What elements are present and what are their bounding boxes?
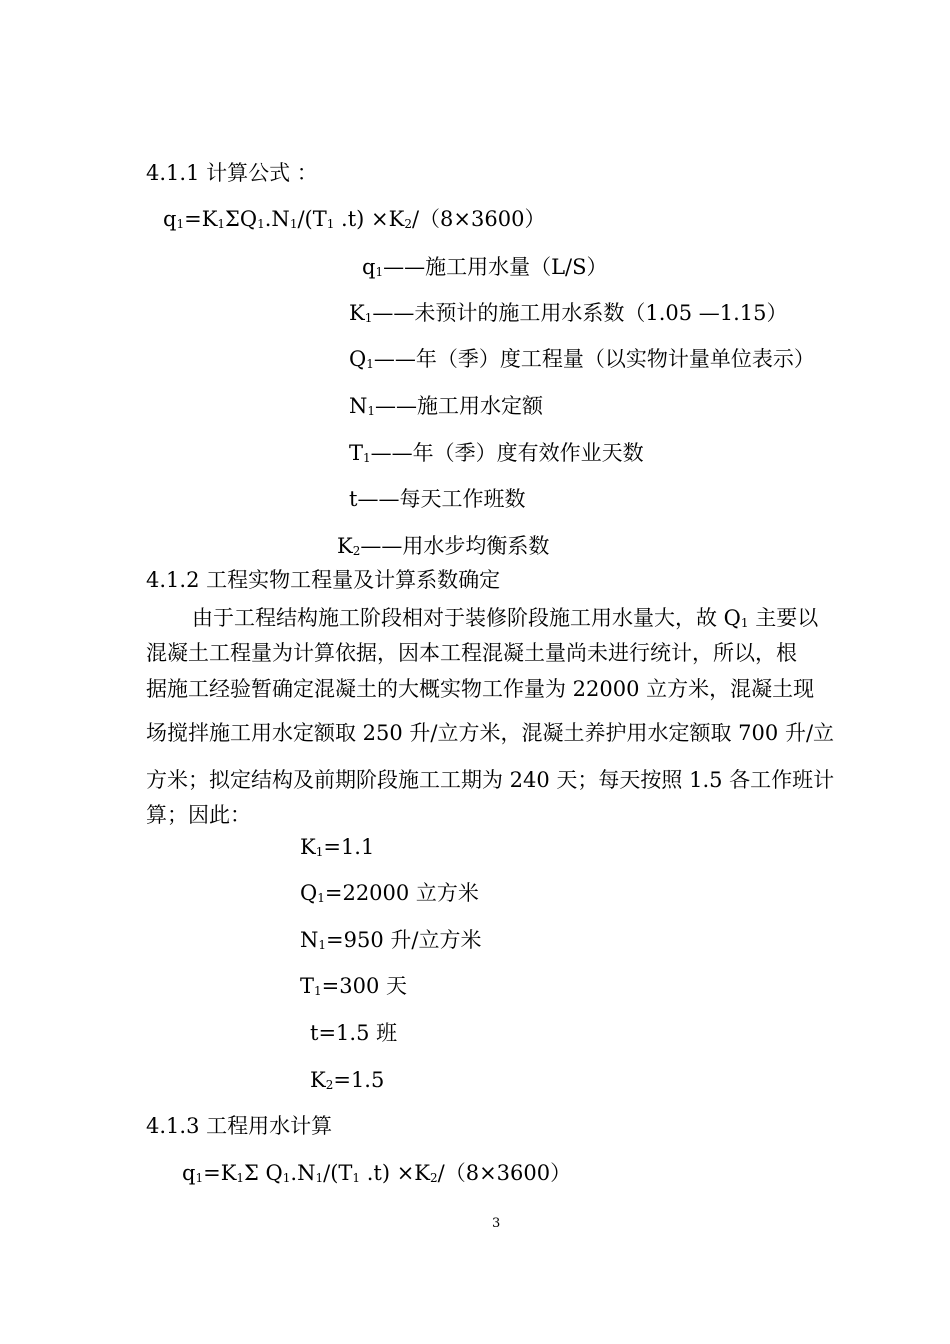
definition-t1: $T_1——$年（季）度有效作业天数	[349, 441, 644, 465]
formula-q1: $q_1=K_1\Sigma Q_1.N_1/(T_1$ $.t) \times K_2/(8\times 3600)$	[163, 207, 546, 231]
value-n1: $N_1=950$ 升/立方米	[300, 928, 482, 952]
paragraph-line-3: 据施工经验暂确定混凝土的大概实物工作量为 22000 立方米，混凝土现	[146, 677, 815, 701]
definition-q1-volume: $Q_1——$年（季）度工程量（以实物计量单位表示）	[349, 347, 815, 371]
value-t: t=1.5 班	[310, 1021, 398, 1045]
heading-4-1-3: 4.1.3 工程用水计算	[146, 1114, 333, 1138]
paragraph-line-6: 算；因此：	[146, 803, 251, 827]
value-k2: $K_2=1.5$	[310, 1068, 385, 1092]
definition-k1: $K_1——$未预计的施工用水系数（1.05 —1.15）	[349, 301, 788, 325]
paragraph-line-1: 由于工程结构施工阶段相对于装修阶段施工用水量大，故 $Q_1$ 主要以	[192, 606, 819, 630]
value-q1: $Q_1=22000$ 立方米	[300, 881, 479, 905]
paragraph-line-4: 场搅拌施工用水定额取 250 升/立方米，混凝土养护用水定额取 700 升/立	[146, 721, 835, 745]
definition-q1: $q_1——$施工用水量（L/S）	[362, 255, 608, 279]
page-number: 3	[492, 1216, 501, 1231]
heading-4-1-2: 4.1.2 工程实物工程量及计算系数确定	[146, 568, 501, 592]
value-t1: $T_1=300$ 天	[300, 974, 408, 998]
value-k1: $K_1=1.1$	[300, 835, 375, 859]
paragraph-line-2: 混凝土工程量为计算依据，因本工程混凝土量尚未进行统计，所以，根	[146, 641, 797, 665]
formula-q1-calc: $q_1=K_1\Sigma$ $Q_1.N_1/(T_1$ $.t) \times K_2/(8\times 3600)$	[182, 1161, 572, 1185]
heading-4-1-1: 4.1.1 计算公式 ：	[146, 161, 318, 185]
definition-t: t——每天工作班数	[349, 487, 526, 511]
paragraph-line-5: 方米；拟定结构及前期阶段施工工期为 240 天；每天按照 1.5 各工作班计	[146, 768, 835, 792]
definition-n1: $N_1——$施工用水定额	[349, 394, 544, 418]
definition-k2: $K_2——$用水步均衡系数	[337, 534, 550, 558]
